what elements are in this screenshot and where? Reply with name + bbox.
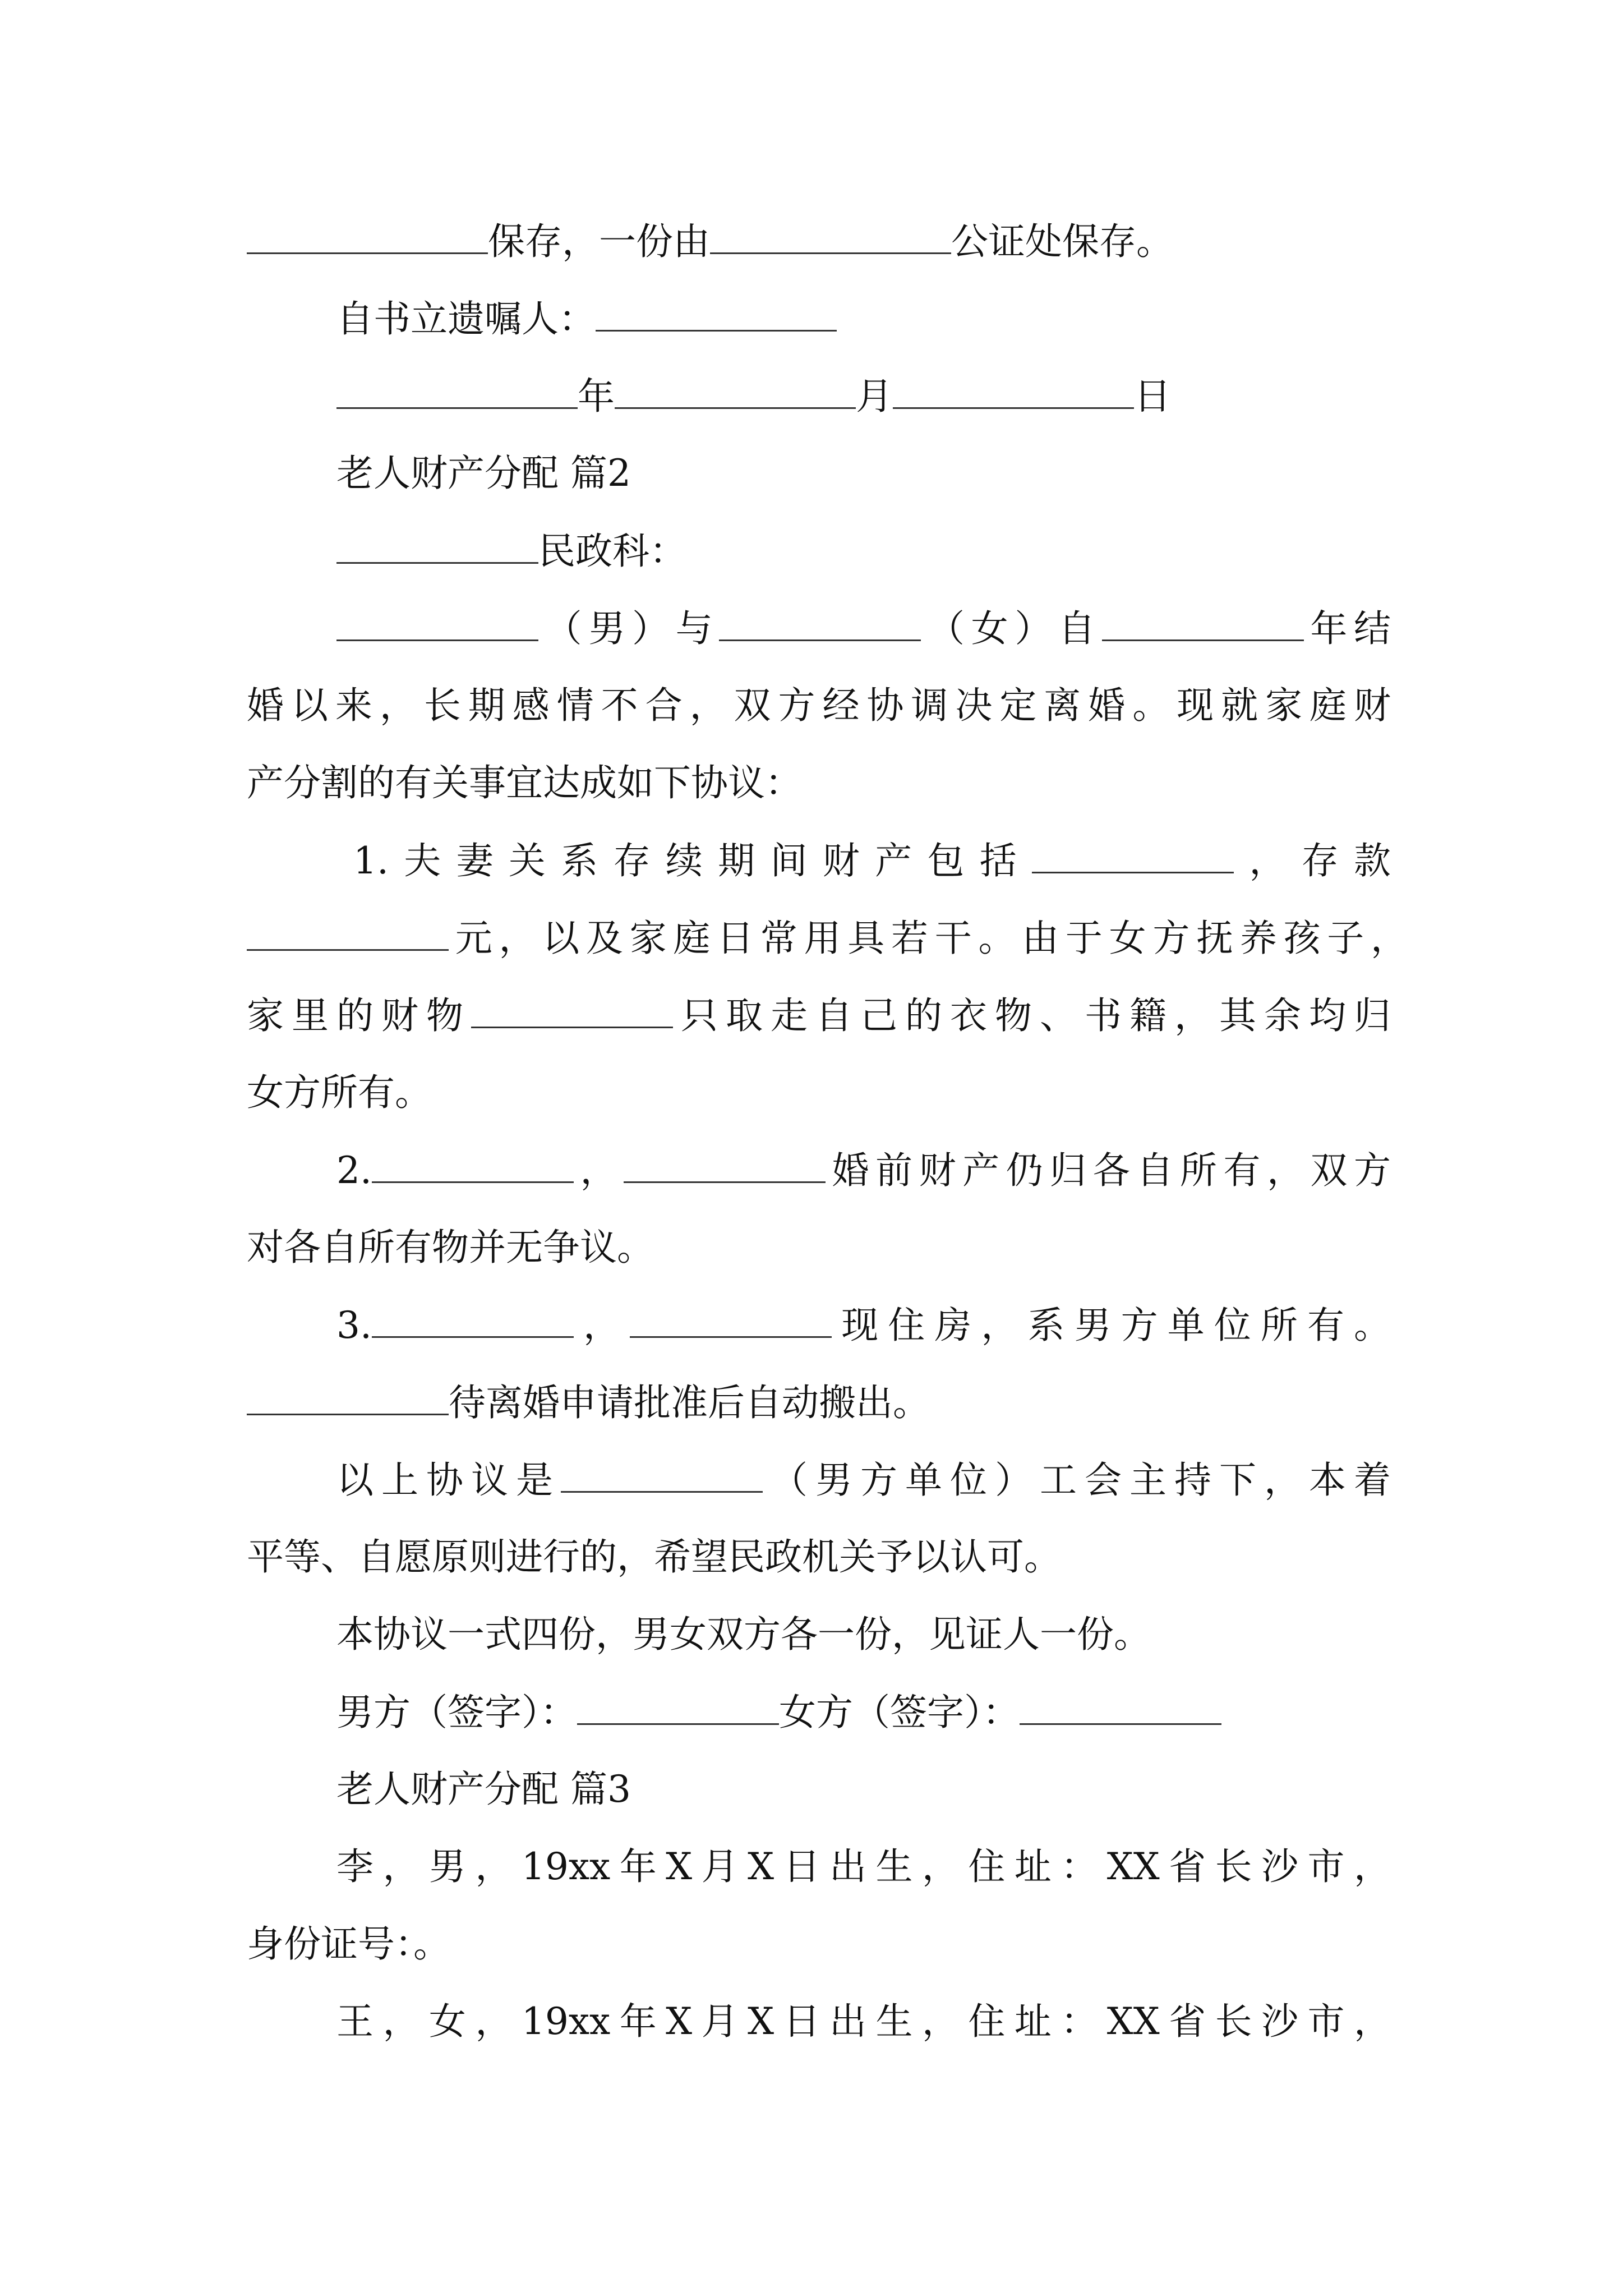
line-text: ，存款 xyxy=(1234,839,1391,882)
line-text: 保存，一份由 xyxy=(488,220,710,263)
text-line xyxy=(336,1607,1346,1663)
blank-field xyxy=(471,987,673,1028)
blank-field xyxy=(247,910,449,951)
line-text: 1.夫妻关系存续期间财产包括 xyxy=(353,839,1032,882)
line-text: 女方（签字）： xyxy=(779,1691,1020,1734)
line-text: 日 xyxy=(1134,375,1171,418)
blank-field xyxy=(1032,832,1234,873)
text-line xyxy=(336,523,897,579)
text-line xyxy=(247,1529,1256,1585)
blank-field xyxy=(596,291,837,332)
blank-field xyxy=(893,368,1134,409)
blank-field xyxy=(561,1452,763,1493)
line-text: 对各自所有物并无争议。 xyxy=(247,1226,654,1269)
line-text: 以上协议是 xyxy=(336,1458,561,1502)
text-line xyxy=(247,1374,1144,1430)
blank-field xyxy=(630,1297,832,1338)
line-text: 老人财产分配 篇3 xyxy=(336,1768,631,1811)
line-text: 李，男，19xx年X月X日出生，住址：XX省长沙市， xyxy=(336,1845,1391,1888)
line-text: 元，以及家庭日常用具若干。由于女方抚养孩子， xyxy=(449,917,1408,960)
blank-field xyxy=(336,368,578,409)
blank-field xyxy=(336,600,538,641)
text-line xyxy=(336,291,1122,347)
text-line xyxy=(336,1142,1391,1198)
text-line xyxy=(247,1916,695,1972)
blank-field xyxy=(624,1142,826,1183)
signature-line xyxy=(336,1684,1374,1740)
blank-field xyxy=(372,1297,574,1338)
line-text: 年 xyxy=(578,375,615,418)
text-line xyxy=(247,987,1391,1043)
text-line xyxy=(336,600,1391,656)
line-text: 婚前财产仍归各自所有，双方 xyxy=(826,1149,1391,1192)
line-text: （女）自 xyxy=(921,607,1102,650)
text-line xyxy=(336,1839,1391,1895)
line-text: 家里的财物 xyxy=(247,994,471,1037)
blank-field xyxy=(710,213,951,254)
line-text: ， xyxy=(573,1304,630,1347)
blank-field xyxy=(247,1374,449,1415)
section-heading xyxy=(336,445,1009,501)
text-line xyxy=(247,678,1391,734)
line-text: 月 xyxy=(856,375,893,418)
blank-field xyxy=(615,368,856,409)
line-text: 王，女，19xx年X月X日出生，住址：XX省长沙市， xyxy=(336,2000,1391,2043)
text-line xyxy=(336,1297,1391,1353)
text-line xyxy=(247,755,1144,811)
line-text: 民政科： xyxy=(538,530,686,573)
text-line xyxy=(336,1452,1391,1508)
line-text: 产分割的有关事宜达成如下协议： xyxy=(247,761,802,804)
text-line xyxy=(247,910,1408,966)
line-text: （男）与 xyxy=(538,607,720,650)
blank-field xyxy=(336,523,538,564)
text-line xyxy=(247,1065,695,1121)
line-text: 只取走自己的衣物、书籍，其余均归 xyxy=(673,994,1391,1037)
blank-field xyxy=(372,1142,574,1183)
line-text: 男方（签字）： xyxy=(336,1691,577,1734)
line-text: 公证处保存。 xyxy=(951,220,1173,263)
line-text: 老人财产分配 篇2 xyxy=(336,452,631,495)
line-text: 女方所有。 xyxy=(247,1071,432,1114)
text-line xyxy=(353,832,1391,889)
line-text: 本协议一式四份，男女双方各一份，见证人一份。 xyxy=(336,1613,1151,1656)
blank-field xyxy=(719,600,921,641)
line-text: 2. xyxy=(336,1149,372,1192)
line-text: 现住房，系男方单位所有。 xyxy=(832,1304,1391,1347)
line-text: ， xyxy=(573,1149,624,1192)
blank-field xyxy=(247,213,488,254)
text-line xyxy=(247,213,1312,269)
line-text: 婚以来，长期感情不合，双方经协调决定离婚。现就家庭财 xyxy=(247,684,1391,727)
line-text: 自书立遗嘱人： xyxy=(336,297,596,341)
blank-field xyxy=(1102,600,1304,641)
line-text: 平等、自愿原则进行的，希望民政机关予以认可。 xyxy=(247,1535,1061,1579)
line-text: （男方单位）工会主持下，本着 xyxy=(763,1458,1391,1502)
text-line xyxy=(247,1220,920,1276)
line-text: 身份证号：。 xyxy=(247,1922,450,1966)
line-text: 3. xyxy=(336,1304,372,1347)
line-text: 年结 xyxy=(1303,607,1391,650)
line-text: 待离婚申请批准后自动搬出。 xyxy=(449,1381,930,1424)
text-line xyxy=(336,1994,1391,2050)
text-line xyxy=(336,368,1290,424)
blank-field xyxy=(1020,1684,1221,1725)
section-heading xyxy=(336,1761,1009,1818)
blank-field xyxy=(577,1684,779,1725)
